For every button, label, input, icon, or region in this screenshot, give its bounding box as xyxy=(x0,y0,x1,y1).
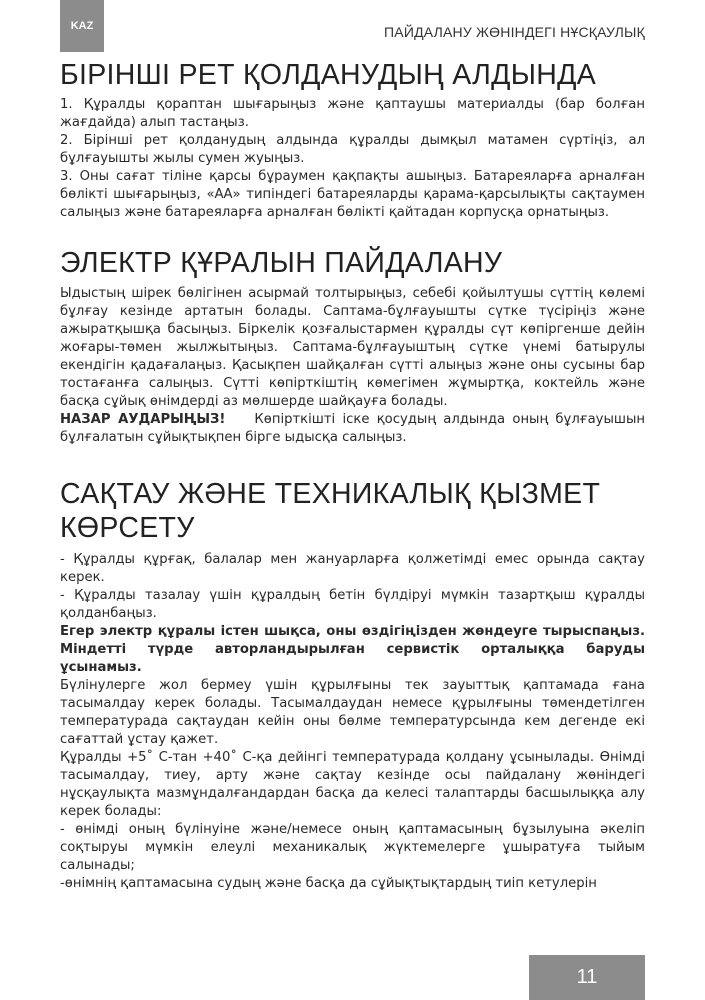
page-number-box xyxy=(529,955,645,1000)
usage-paragraph: Ыдыстың шірек бөлігінен асырмай толтырыңыз, себебі қойылтушы сүттің көлемі бұлғау кезінде артатын болады. Саптама-бұлғауышты сүтке түсіріңіз және ажыратқышқа басыңыз. Біркелік қозғалыстармен құралды сүт көпіргенше дейін жоғары-төмен жылжытыңыз. Саптама-бұлғауыштың сүтке үнемі батырулы екендігін қадағалаңыз. Қасықпен шайқалған сүтті алыңыз және оны сусыны бар тостағанға салыңыз. Сүтті көпірткіштің көмегімен жұмыртқа, коктейль және басқа сұйық өнімдерді аз мөлшерде шайқауға болады. xyxy=(60,286,645,409)
repair-warning: Егер электр құралы істен шықса, оны өздігіңізден жөндеуге тырыспаңыз. Міндетті түрде авторландырылған сервистік орталыққа баруды ұсынамыз. xyxy=(60,624,645,675)
running-header-title: ПАЙДАЛАНУ ЖӨНІНДЕГІ НҰСҚАУЛЫҚ xyxy=(384,24,645,40)
language-tab xyxy=(60,0,104,52)
storage-paragraph-2: - Құралды тазалау үшін құралдың бетін бүлдіруі мүмкін тазартқыш құралды қолданбаңыз. xyxy=(60,588,645,621)
transport-paragraph: Бүлінулерге жол бермеу үшін құрылғыны тек зауыттық қаптамада ғана тасымалдау керек болады. Тасымалдаудан немесе құрылғыны төмендетілген температурада сақтаудан кейін оны бөлме температурсында кем дегенде екі сағаттай ұстау қажет. xyxy=(60,678,645,747)
section-title-first-use: БІРІНШІ РЕТ ҚОЛДАНУДЫҢ АЛДЫНДА xyxy=(60,59,597,91)
page-content xyxy=(60,50,645,893)
instruction-step-2: 2. Бірінші рет қолданудың алдында құралды дымқыл матамен сүртіңіз, ал бұлғауышты жылы сумен жуыңыз. xyxy=(60,133,645,166)
section-body-storage xyxy=(60,551,645,893)
requirement-item-2: -өнімнің қаптамасына судың және басқа да сұйықтықтардың тиіп кетулерін xyxy=(60,876,597,891)
attention-note xyxy=(60,411,645,447)
page-number: 11 xyxy=(576,966,598,988)
storage-paragraph-1: - Құралды құрғақ, балалар мен жануарларға қолжетімді емес орында сақтау керек. xyxy=(60,552,645,585)
instruction-step-3: 3. Оны сағат тіліне қарсы бұраумен қақпақты ашыңыз. Батареяларға арналған бөлікті шығарыңыз, «АА» типіндегі батареяларды қарама-қарсылықты сақтаумен салыңыз және батареяларға арналған бөлікті қайтадан корпусқа орнатыңыз. xyxy=(60,169,645,220)
temperature-paragraph: Құралды +5˚ С-тан +40˚ С-қа дейінгі температурада қолдану ұсынылады. Өнімді тасымалдау, тиеу, арту және сақтау кезінде осы пайдалану жөніндегі нұсқаулықта мазмұндалғандардан басқа да келесі талаптарды басшылыққа алу керек болады: xyxy=(60,750,645,819)
section-body-first-use xyxy=(60,96,645,222)
instruction-step-1: 1. Құралды қораптан шығарыңыз және қаптаушы материалды (бар болған жағдайда) алып тастаңыз. xyxy=(60,97,645,130)
attention-text: Көпірткішті іске қосудың алдында оның бұлғауышын бұлғалатын сұйықтықпен бірге ыдысқа салыңыз. xyxy=(60,412,645,445)
requirement-item-1: - өнімді оның бүлінуіне және/немесе оның қаптамасының бұзылуына әкеліп соқтыруы мүмкін елеулі механикалық жүктемелерге ұшыратуға тыйым салынады; xyxy=(60,822,645,873)
section-title-storage: САҚТАУ ЖӘНЕ ТЕХНИКАЛЫҚ ҚЫЗМЕТ КӨРСЕТУ xyxy=(60,478,601,544)
attention-label: НАЗАР АУДАРЫҢЫЗ! xyxy=(60,412,226,427)
section-title-usage: ЭЛЕКТР ҚҰРАЛЫН ПАЙДАЛАНУ xyxy=(60,247,503,279)
language-code: KAZ xyxy=(70,20,94,32)
section-body-usage xyxy=(60,285,645,447)
